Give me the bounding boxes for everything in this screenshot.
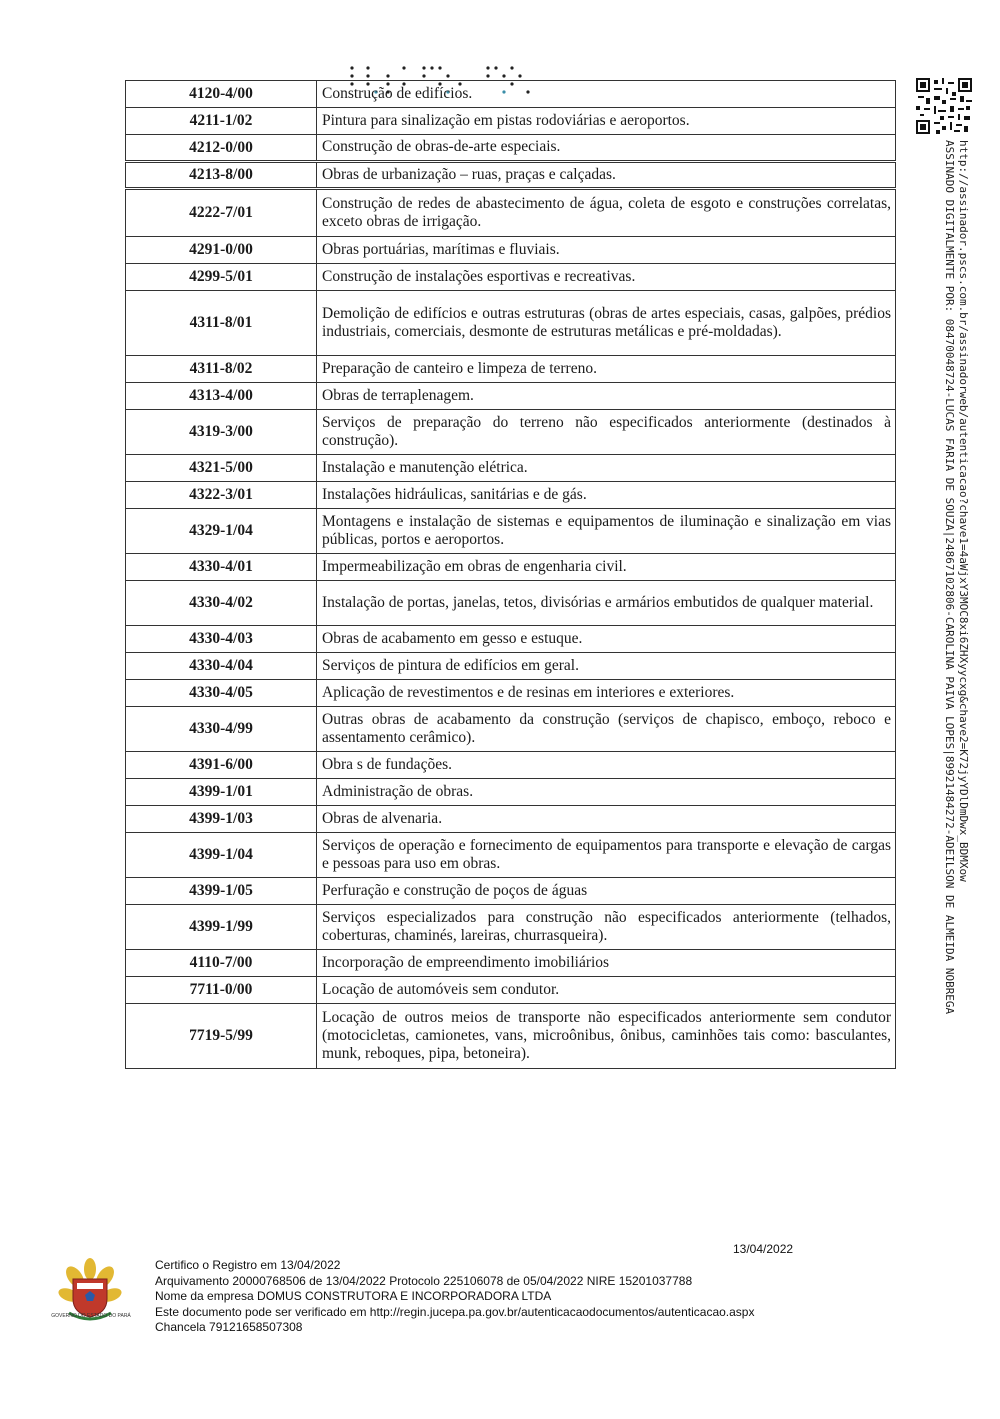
cnae-description: Locação de automóveis sem condutor. xyxy=(317,977,896,1004)
table-row xyxy=(126,581,896,626)
cnae-code: 7711-0/00 xyxy=(126,977,317,1004)
registration-footer xyxy=(155,1242,855,1336)
cnae-description: Obra s de fundações. xyxy=(317,752,896,779)
table-row xyxy=(126,554,896,581)
table-row xyxy=(126,264,896,291)
cnae-description: Obras de terraplenagem. xyxy=(317,383,896,410)
cnae-code: 4322-3/01 xyxy=(126,482,317,509)
cnae-code: 4399-1/04 xyxy=(126,833,317,878)
cnae-description: Serviços de pintura de edifícios em geral. xyxy=(317,653,896,680)
cnae-description: Outras obras de acabamento da construção (serviços de chapisco, emboço, reboco e assentamento cerâmico). xyxy=(317,707,896,752)
cnae-code: 4313-4/00 xyxy=(126,383,317,410)
cnae-description: Serviços de operação e fornecimento de equipamentos para transporte e elevação de cargas e pessoas para uso em obras. xyxy=(317,833,896,878)
cnae-code: 4330-4/04 xyxy=(126,653,317,680)
footer-line-arquivamento: Arquivamento 20000768506 de 13/04/2022 Protocolo 225106078 de 05/04/2022 NIRE 15201037788 xyxy=(155,1273,693,1288)
cnae-description: Serviços de preparação do terreno não especificados anteriormente (destinados à construção). xyxy=(317,410,896,455)
signature-url: http://assinador.pscs.com.br/assinadorweb/autenticacao?chave1=4aWjxY3MOC8xi6ZHXyycxg&chave2=K72jyYDlDmDwx_BDMXow xyxy=(957,140,970,882)
digital-signature-strip xyxy=(940,140,970,1100)
cnae-code: 4330-4/05 xyxy=(126,680,317,707)
cnae-description: Construção de edifícios. xyxy=(317,81,896,108)
cnae-code: 4330-4/99 xyxy=(126,707,317,752)
cnae-description: Impermeabilização em obras de engenharia civil. xyxy=(317,554,896,581)
table-row xyxy=(126,237,896,264)
cnae-description: Serviços especializados para construção não especificados anteriormente (telhados, coberturas, chaminés, lareiras, churrasqueira). xyxy=(317,905,896,950)
cnae-code: 4299-5/01 xyxy=(126,264,317,291)
cnae-code: 4329-1/04 xyxy=(126,509,317,554)
cnae-code: 4330-4/01 xyxy=(126,554,317,581)
cnae-description: Perfuração e construção de poços de águas xyxy=(317,878,896,905)
cnae-description: Aplicação de revestimentos e de resinas em interiores e exteriores. xyxy=(317,680,896,707)
cnae-code: 4399-1/99 xyxy=(126,905,317,950)
cnae-description: Obras portuárias, marítimas e fluviais. xyxy=(317,237,896,264)
cnae-code: 4330-4/02 xyxy=(126,581,317,626)
state-coat-of-arms-icon xyxy=(55,1255,125,1350)
footer-line-verificacao: Este documento pode ser verificado em http://regin.jucepa.pa.gov.br/autenticacaodocumentos/autenticacao.aspx xyxy=(155,1304,755,1319)
cnae-description: Construção de obras-de-arte especiais. xyxy=(317,135,896,162)
cnae-code: 4311-8/01 xyxy=(126,291,317,356)
qr-code-icon xyxy=(916,78,972,134)
cnae-description: Pintura para sinalização em pistas rodoviárias e aeroportos. xyxy=(317,108,896,135)
cnae-description: Instalação de portas, janelas, tetos, divisórias e armários embutidos de qualquer material. xyxy=(317,581,896,626)
table-row xyxy=(126,878,896,905)
table-row xyxy=(126,707,896,752)
table-row xyxy=(126,977,896,1004)
cnae-code: 4321-5/00 xyxy=(126,455,317,482)
cnae-code: 4110-7/00 xyxy=(126,950,317,977)
table-row xyxy=(126,509,896,554)
table-row xyxy=(126,356,896,383)
cnae-description: Instalações hidráulicas, sanitárias e de gás. xyxy=(317,482,896,509)
cnae-description: Construção de redes de abastecimento de água, coleta de esgoto e construções correlatas, exceto obras de irrigação. xyxy=(317,189,896,237)
cnae-code: 7719-5/99 xyxy=(126,1004,317,1069)
cnae-code: 4211-1/02 xyxy=(126,108,317,135)
footer-line-registro: Certifico o Registro em 13/04/2022 xyxy=(155,1258,341,1272)
table-row xyxy=(126,752,896,779)
cnae-code: 4120-4/00 xyxy=(126,81,317,108)
cnae-activities-table xyxy=(125,80,896,1069)
cnae-code: 4399-1/05 xyxy=(126,878,317,905)
table-row xyxy=(126,833,896,878)
cnae-description: Incorporação de empreendimento imobiliários xyxy=(317,950,896,977)
signature-signers: ASSINADO DIGITALMENTE POR: 08470048724-LUCAS FARIA DE SOUZA|24867102806-CAROLINA PAIVA LOPES|89921484272-ADEILSON DE ALMEIDA NOBREGA xyxy=(943,140,956,1015)
cnae-description: Locação de outros meios de transporte não especificados anteriormente sem condutor (motocicletas, camionetes, vans, microônibus, ônibus, caminhões tais como: basculantes, munk, reboques, pipa, betoneira). xyxy=(317,1004,896,1069)
footer-date: 13/04/2022 xyxy=(733,1242,794,1256)
table-row xyxy=(126,950,896,977)
cnae-description: Construção de instalações esportivas e recreativas. xyxy=(317,264,896,291)
cnae-code: 4330-4/03 xyxy=(126,626,317,653)
cnae-code: 4213-8/00 xyxy=(126,162,317,189)
cnae-description: Montagens e instalação de sistemas e equipamentos de iluminação e sinalização em vias públicas, portos e aeroportos. xyxy=(317,509,896,554)
cnae-code: 4399-1/01 xyxy=(126,779,317,806)
table-row xyxy=(126,291,896,356)
cnae-description: Administração de obras. xyxy=(317,779,896,806)
cnae-code: 4391-6/00 xyxy=(126,752,317,779)
table-row xyxy=(126,806,896,833)
table-row xyxy=(126,779,896,806)
table-row xyxy=(126,626,896,653)
cnae-description: Instalação e manutenção elétrica. xyxy=(317,455,896,482)
cnae-description: Obras de acabamento em gesso e estuque. xyxy=(317,626,896,653)
cnae-code: 4311-8/02 xyxy=(126,356,317,383)
table-row xyxy=(126,653,896,680)
table-row xyxy=(126,455,896,482)
table-row xyxy=(126,410,896,455)
cnae-code: 4399-1/03 xyxy=(126,806,317,833)
table-row xyxy=(126,1004,896,1069)
footer-line-empresa: Nome da empresa DOMUS CONSTRUTORA E INCORPORADORA LTDA xyxy=(155,1289,552,1303)
cnae-description: Obras de urbanização – ruas, praças e calçadas. xyxy=(317,162,896,189)
table-row xyxy=(126,905,896,950)
cnae-code: 4319-3/00 xyxy=(126,410,317,455)
logo-caption: GOVERNO DO ESTADO DO PARÁ xyxy=(51,1313,131,1319)
cnae-code: 4212-0/00 xyxy=(126,135,317,162)
footer-line-chancela: Chancela 79121658507308 xyxy=(155,1320,303,1334)
cnae-description: Preparação de canteiro e limpeza de terreno. xyxy=(317,356,896,383)
cnae-code: 4291-0/00 xyxy=(126,237,317,264)
table-row xyxy=(126,189,896,237)
cnae-description: Demolição de edifícios e outras estruturas (obras de artes especiais, casas, galpões, prédios industriais, comerciais, desmonte de estruturas metálicas e pré-moldadas). xyxy=(317,291,896,356)
table-row xyxy=(126,108,896,135)
cnae-description: Obras de alvenaria. xyxy=(317,806,896,833)
table-row xyxy=(126,162,896,189)
table-row xyxy=(126,482,896,509)
table-row xyxy=(126,81,896,108)
table-row xyxy=(126,680,896,707)
table-row xyxy=(126,383,896,410)
cnae-code: 4222-7/01 xyxy=(126,189,317,237)
table-row xyxy=(126,135,896,162)
